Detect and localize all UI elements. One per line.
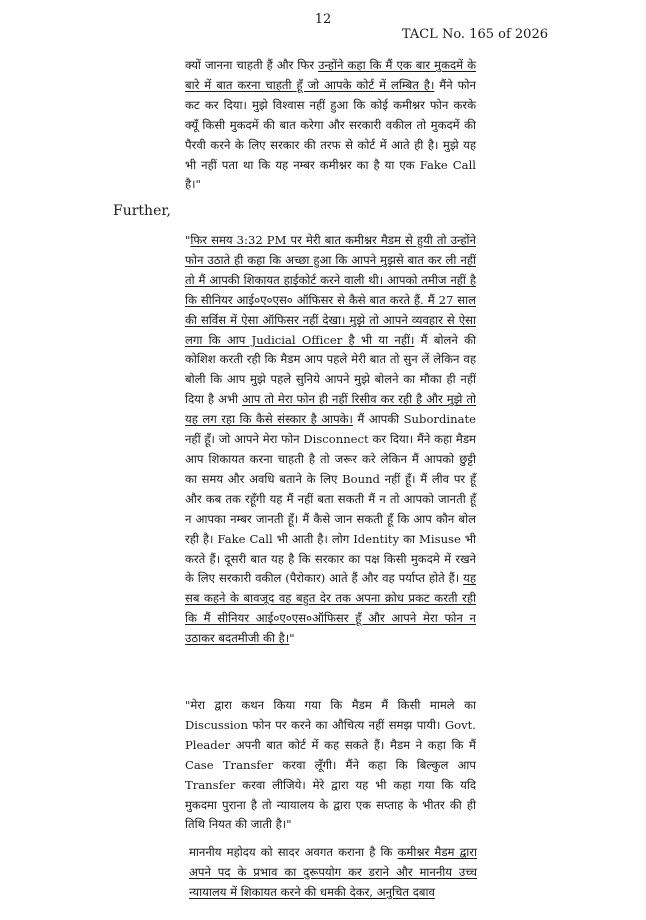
case-reference: TACL No. 165 of 2026 [401, 27, 548, 42]
text-segment: "मेरा द्वारा कथन किया गया कि मैडम मैं किसी मामले का Discussion फोन पर करने का औचित्य नहीं समझ पायी। Govt. Pleader अपनी बात कोर्ट में कह सकते हैं। मैडम ने कहा कि मैं Case Transfer करवा लूँगी। मैंने कहा कि बिल्कुल आप Transfer करवा लीजिये। मेरे द्वारा यह भी कहा गया कि यदि मुकदमा पुराना है तो न्यायालय के द्वारा एक सप्ताह के भीतर की ही तिथि नियत की जाती है।" [185, 698, 476, 832]
underlined-text-segment: फिर समय 3:32 PM पर मेरी बात कमीश्नर मैडम से हुयी तो उन्होंने फोन उठाते ही कहा कि अच्छा हुआ कि आपने मुझसे बात कर ली नहीं तो मैं आपकी शिकायत हाईकोर्ट करने वाली थी। आपको तमीज नहीं है कि सीनियर आई०ए०एस० ऑफिसर से कैसे बात करते हैं. मैं 27 साल की सर्विस में ऐसा ऑफिसर नहीं देखा। मुझे तो आपने व्यवहार से ऐसा लगा कि आप Judicial Officer है भी या नहीं। [185, 233, 476, 347]
text-segment: मैं आपकी Subordinate नहीं हूँ। जो आपने मेरा फोन Disconnect कर दिया। मैंने कहा मैडम आप शिकायत करना चाहती है तो जरूर करे लेकिन मैं आपको छुट्टी का समय और अवधि बताने के लिए Bound नहीं हूँ। मैं लीव पर हूँ और कब तक रहूँगी यह मैं नहीं बता सकती मैं न तो आपको जानती हूँ न आपका नम्बर जानती हूँ। मैं कैसे जान सकती हूँ कि आप कौन बोल रही है। Fake Call भी आती है। लोग Identity का Misuse भी करते हैं। दूसरी बात यह है कि सरकार का पक्ष किसी मुकदमे में रखने के लिए सरकारी वकील (पैरोकार) आते हैं और वह पर्याप्त होते हैं। [185, 412, 476, 586]
text-segment: मैंने फोन कट कर दिया। मुझे विश्वास नहीं हुआ कि कोई कमीश्नर फोन करके क्यूँ किसी मुकदमें की बात करेगा और सरकारी वकील तो मुकदमें की पैरवी करने के लिए सरकार की तरफ से कोर्ट में आते ही है। मुझे यह भी नहीं पता था कि यह नम्बर कमीश्नर का है या एक Fake Call है।" [185, 77, 476, 192]
text-segment: मैं बोलने की कोशिश करती रही कि मैडम आप पहले मेरी बात तो सुन लें लेकिन वह बोली कि आप मुझे पहले सुनिये आपने मुझे बोलने का मौका ही नहीं दिया है अभी [185, 332, 476, 407]
underlined-text-segment: आप तो मेरा फोन ही नहीं रिसीव कर रही है और मुझे तो यह लग रहा कि कैसे संस्कार है आपके। [185, 392, 476, 427]
underlined-text-segment: कमीश्नर मैडम द्वारा अपने पद के प्रभाव का दुरूपयोग कर डराने और माननीय उच्च न्यायालय में शिकायत करने की धमकी देकर, अनुचित दबाव [189, 845, 477, 899]
text-segment: " [185, 233, 191, 247]
quoted-paragraph-3 [185, 696, 476, 835]
text-segment: क्यों जानना चाहती हैं और फिर [185, 58, 319, 72]
page-number: 12 [314, 12, 332, 27]
underlined-text-segment: यह सब कहने के बावजूद वह बहुत देर तक अपना क्रोध प्रकट करती रही कि मैं सीनियर आई०ए०एस०ऑफिसर हूँ और आपने मेरा फोन न उठाकर बदतमीजी की है। [185, 571, 476, 646]
text-segment: " [289, 631, 295, 646]
submission-paragraph [189, 843, 477, 903]
text-segment: माननीय महोदय को सादर अवगत कराना है कि [189, 845, 398, 859]
underlined-text-segment: उन्होंने कहा कि मैं एक बार मुकदमें के बारे में बात करना चाहती हूँ जो आपके कोर्ट में लम्बित है। [185, 58, 477, 92]
quoted-paragraph-2 [185, 231, 476, 649]
further-label: Further, [113, 203, 171, 219]
quoted-paragraph-1 [185, 56, 476, 195]
